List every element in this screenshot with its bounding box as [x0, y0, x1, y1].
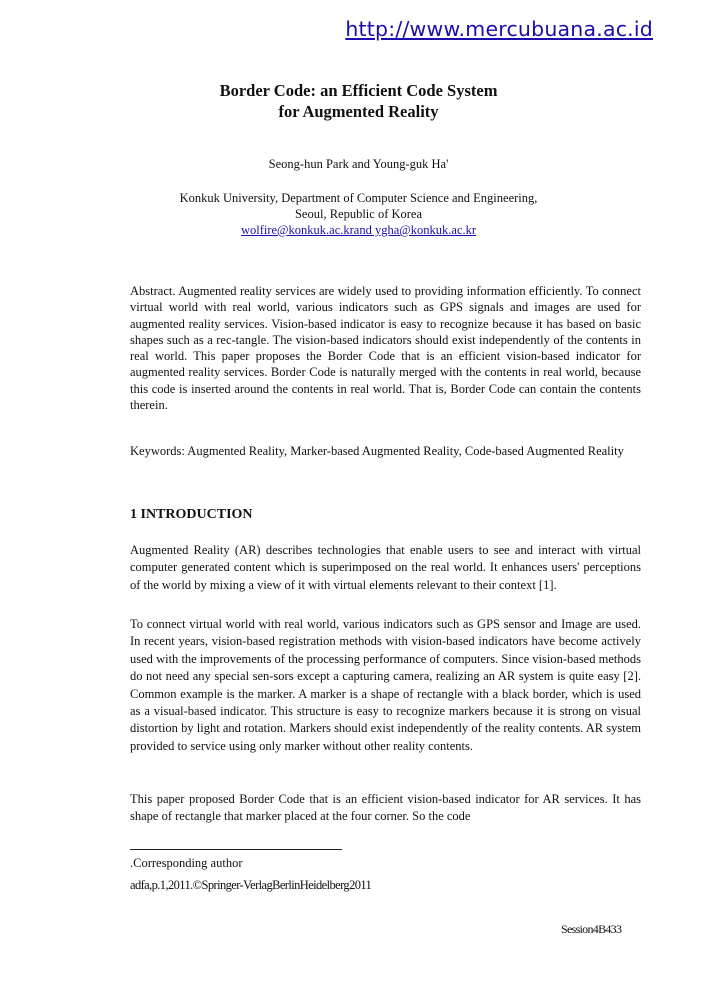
affiliation-line-2: Seoul, Republic of Korea: [294, 207, 423, 221]
header-url-link[interactable]: http://www.mercubuana.ac.id: [345, 17, 653, 41]
title-line-2: for Augmented Reality: [278, 102, 439, 121]
intro-paragraph-3: This paper proposed Border Code that is an efficient vision-based indicator for AR services. It has shape of rectangle that marker placed at the four corner. So the code: [130, 792, 641, 824]
keywords-paragraph: Keywords: Augmented Reality, Marker-based Augmented Reality, Code-based Augmented Reality: [130, 444, 624, 458]
intro-paragraph-2: To connect virtual world with real world, various indicators such as GPS sensor and Image are used. In recent years, vision-based registration methods with vision-based indicators have become actively used with the improvements of the processing performance of computers. Since vision-based methods do not need any special sen-sors except a capturing camera, realizing an AR system is quite easy [2]. Common example is the marker. A marker is a shape of rectangle with a black border, which is used as a visual-based indicator. This structure is easy to recognize markers because it is strong on visual distortion by light and rotation. Markers should exist independently of the reality contents. AR system provided to service using only marker without other reality contents.: [130, 617, 641, 753]
author-emails-link[interactable]: wolfire@konkuk.ac.krand ygha@konkuk.ac.kr: [240, 223, 477, 237]
paper-affiliation: [0, 190, 717, 238]
affiliation-line-1: Konkuk University, Department of Computer Science and Engineering,: [179, 191, 538, 205]
paper-authors: Seong-hun Park and Young-guk Ha': [268, 157, 449, 171]
paper-title: [0, 80, 717, 122]
footnote-corresponding-author: .Corresponding author: [130, 856, 243, 870]
session-label: Session4B433: [561, 922, 622, 936]
section-heading: 1 INTRODUCTION: [130, 507, 253, 522]
intro-paragraph-1: Augmented Reality (AR) describes technologies that enable users to see and interact with virtual computer generated content which is superimposed on the real world. It enhances users' perceptions of the world by mixing a view of it with virtual elements relevant to their context [1].: [130, 543, 641, 592]
footnote-divider: [130, 849, 342, 850]
abstract-paragraph: Abstract. Augmented reality services are widely used to providing information efficiently. To connect virtual world with real world, various indicators such as GPS signals and images are used for augmented reality services. Vision-based indicator is easy to recognize because it has based on basic shapes such as a rec-tangle. The vision-based indicators should exist independently of the contents in real world. This paper proposes the Border Code that is an efficient vision-based indicator for augmented reality services. Border Code is naturally merged with the contents in real world, because this code is inserted around the contents in real world. That is, Border Code can contain the contents therein.: [130, 284, 641, 413]
title-line-1: Border Code: an Efficient Code System: [219, 81, 498, 100]
footnote-publication-info: adfa,p.1,2011.©Springer-VerlagBerlinHeidelberg2011: [130, 878, 372, 892]
